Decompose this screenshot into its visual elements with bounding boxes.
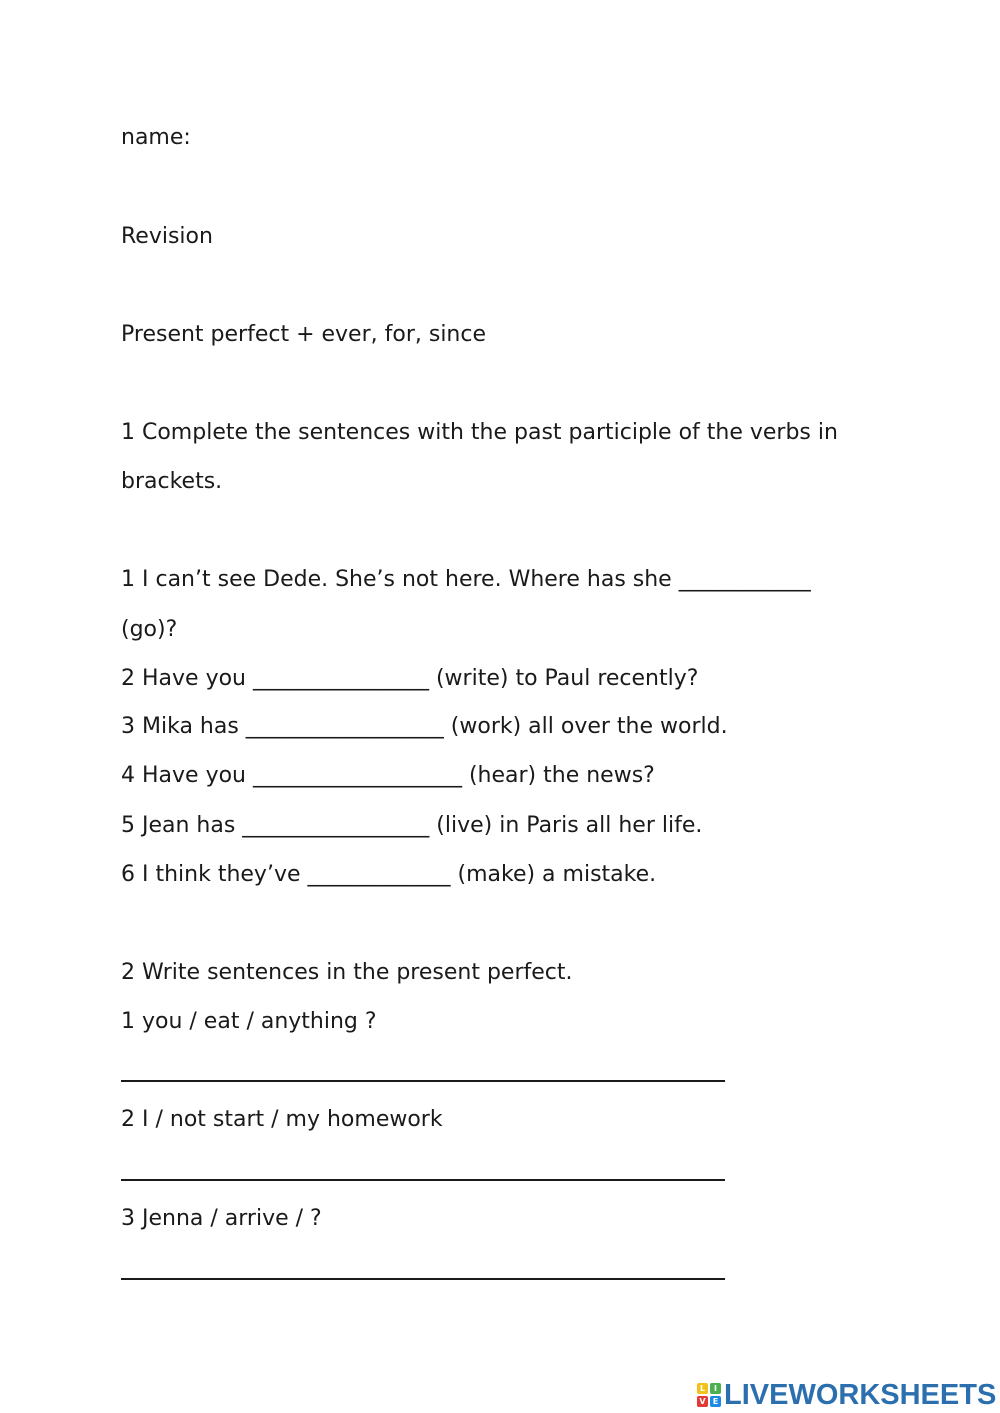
- exercise2-prompt-1: 1 you / eat / anything ?: [121, 1009, 377, 1034]
- exercise1-item-6: 6 I think they’ve _____________ (make) a mistake.: [121, 862, 657, 887]
- topic-heading: Present perfect + ever, for, since: [121, 322, 487, 347]
- name-label: name:: [121, 125, 191, 150]
- answer-line-2[interactable]: [121, 1179, 725, 1181]
- answer-line-3[interactable]: [121, 1278, 725, 1280]
- exercise1-item-4: 4 Have you ___________________ (hear) the news?: [121, 763, 655, 788]
- logo-block-e: E: [710, 1396, 721, 1407]
- answer-line-1[interactable]: [121, 1080, 725, 1082]
- exercise1-instruction-line2: brackets.: [121, 469, 223, 494]
- exercise1-item-2: 2 Have you ________________ (write) to Paul recently?: [121, 666, 699, 691]
- exercise1-instruction-line1: 1 Complete the sentences with the past participle of the verbs in: [121, 420, 838, 445]
- revision-heading: Revision: [121, 224, 213, 249]
- exercise1-item-1: 1 I can’t see Dede. She’s not here. Where has she ____________: [121, 567, 811, 592]
- exercise1-item-3: 3 Mika has __________________ (work) all over the world.: [121, 714, 728, 739]
- logo-text: LIVEWORKSHEETS: [724, 1379, 997, 1411]
- logo-block-i: I: [710, 1383, 721, 1394]
- exercise2-prompt-2: 2 I / not start / my homework: [121, 1107, 443, 1132]
- liveworksheets-logo: [697, 1378, 996, 1412]
- logo-block-v: V: [697, 1396, 708, 1407]
- exercise1-item-1-cont: (go)?: [121, 617, 178, 642]
- exercise1-item-5: 5 Jean has _________________ (live) in Paris all her life.: [121, 813, 703, 838]
- logo-blocks-icon: [697, 1383, 721, 1407]
- logo-block-l: L: [697, 1383, 708, 1394]
- exercise2-instruction: 2 Write sentences in the present perfect.: [121, 960, 573, 985]
- exercise2-prompt-3: 3 Jenna / arrive / ?: [121, 1206, 322, 1231]
